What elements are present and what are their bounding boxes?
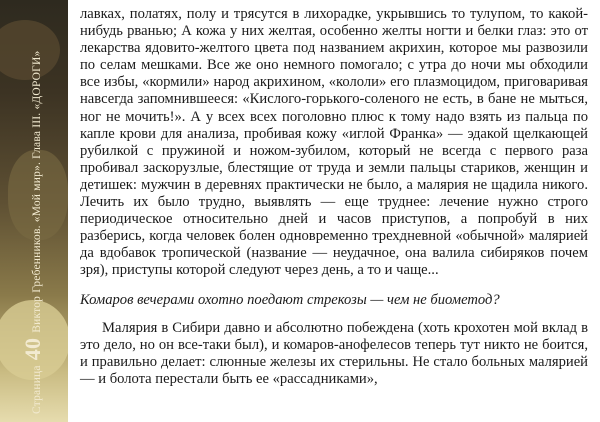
side-caption bbox=[20, 4, 46, 414]
page-content bbox=[80, 6, 588, 388]
main-text-paragraph-1: лавках, полатях, полу и трясутся в лихорадке, укрывшись то тулупом, то какой-нибудь рванью; А кожа у них желтая, особенно желты ногти и белки глаз: это от лекарства ядовито-желтого цвета под названием акрихин, которое мы развозили по селам мешками. Все же оно немного помогало; с утра до ночи мы обходили все избы, «кормили» народ акрихином, «кололи» его плазмоцидом, приговаривая навсегда запомнившееся: «Кислого-горького-соленого не есть, в бане не мыться, ног не мочить!». А у всех всех поголовно плюс к тому надо взять из пальца по капле крови для анализа, пробивая кожу «иглой Франка» — эдакой щелкающей рубилкой с пружиной и ножом-зубилом, который не всегда с первого раза пробивал заскорузлые, блестящие от труда и земли пальцы стариков, женщин и детишек: мужчин в деревнях практически не было, а малярия не щадила никого. Лечить их было трудно, выявлять — еще труднее: лечение нужно строго периодическое относительно дней и часов приступов, а попробуй в них разберись, когда человек болен одновременно трехдневной «обычной» малярией да вдобавок тропической (название — неудачное, она валила сибиряков почем зря), приступы которой следуют через день, а то и чаще... bbox=[80, 6, 588, 279]
page-number: 40 bbox=[20, 337, 45, 361]
page-word: Страница bbox=[31, 365, 43, 414]
side-decorative-strip bbox=[0, 0, 68, 422]
book-chapter-title: Виктор Гребенников. «Мой мир». Глава III. «ДОРОГИ» bbox=[31, 50, 43, 333]
main-text-paragraph-2: Малярия в Сибири давно и абсолютно побеждена (хоть крохотен мой вклад в это дело, но он все-таки был), и комаров-анофелесов теперь тут никто не боится, и правильно делает: слюнные железы их стерильны. Не стало больных малярией — и болота перестали быть ее «рассадниками», bbox=[80, 319, 588, 387]
italic-question: Комаров вечерами охотно поедают стрекозы — чем не биометод? bbox=[80, 291, 500, 308]
